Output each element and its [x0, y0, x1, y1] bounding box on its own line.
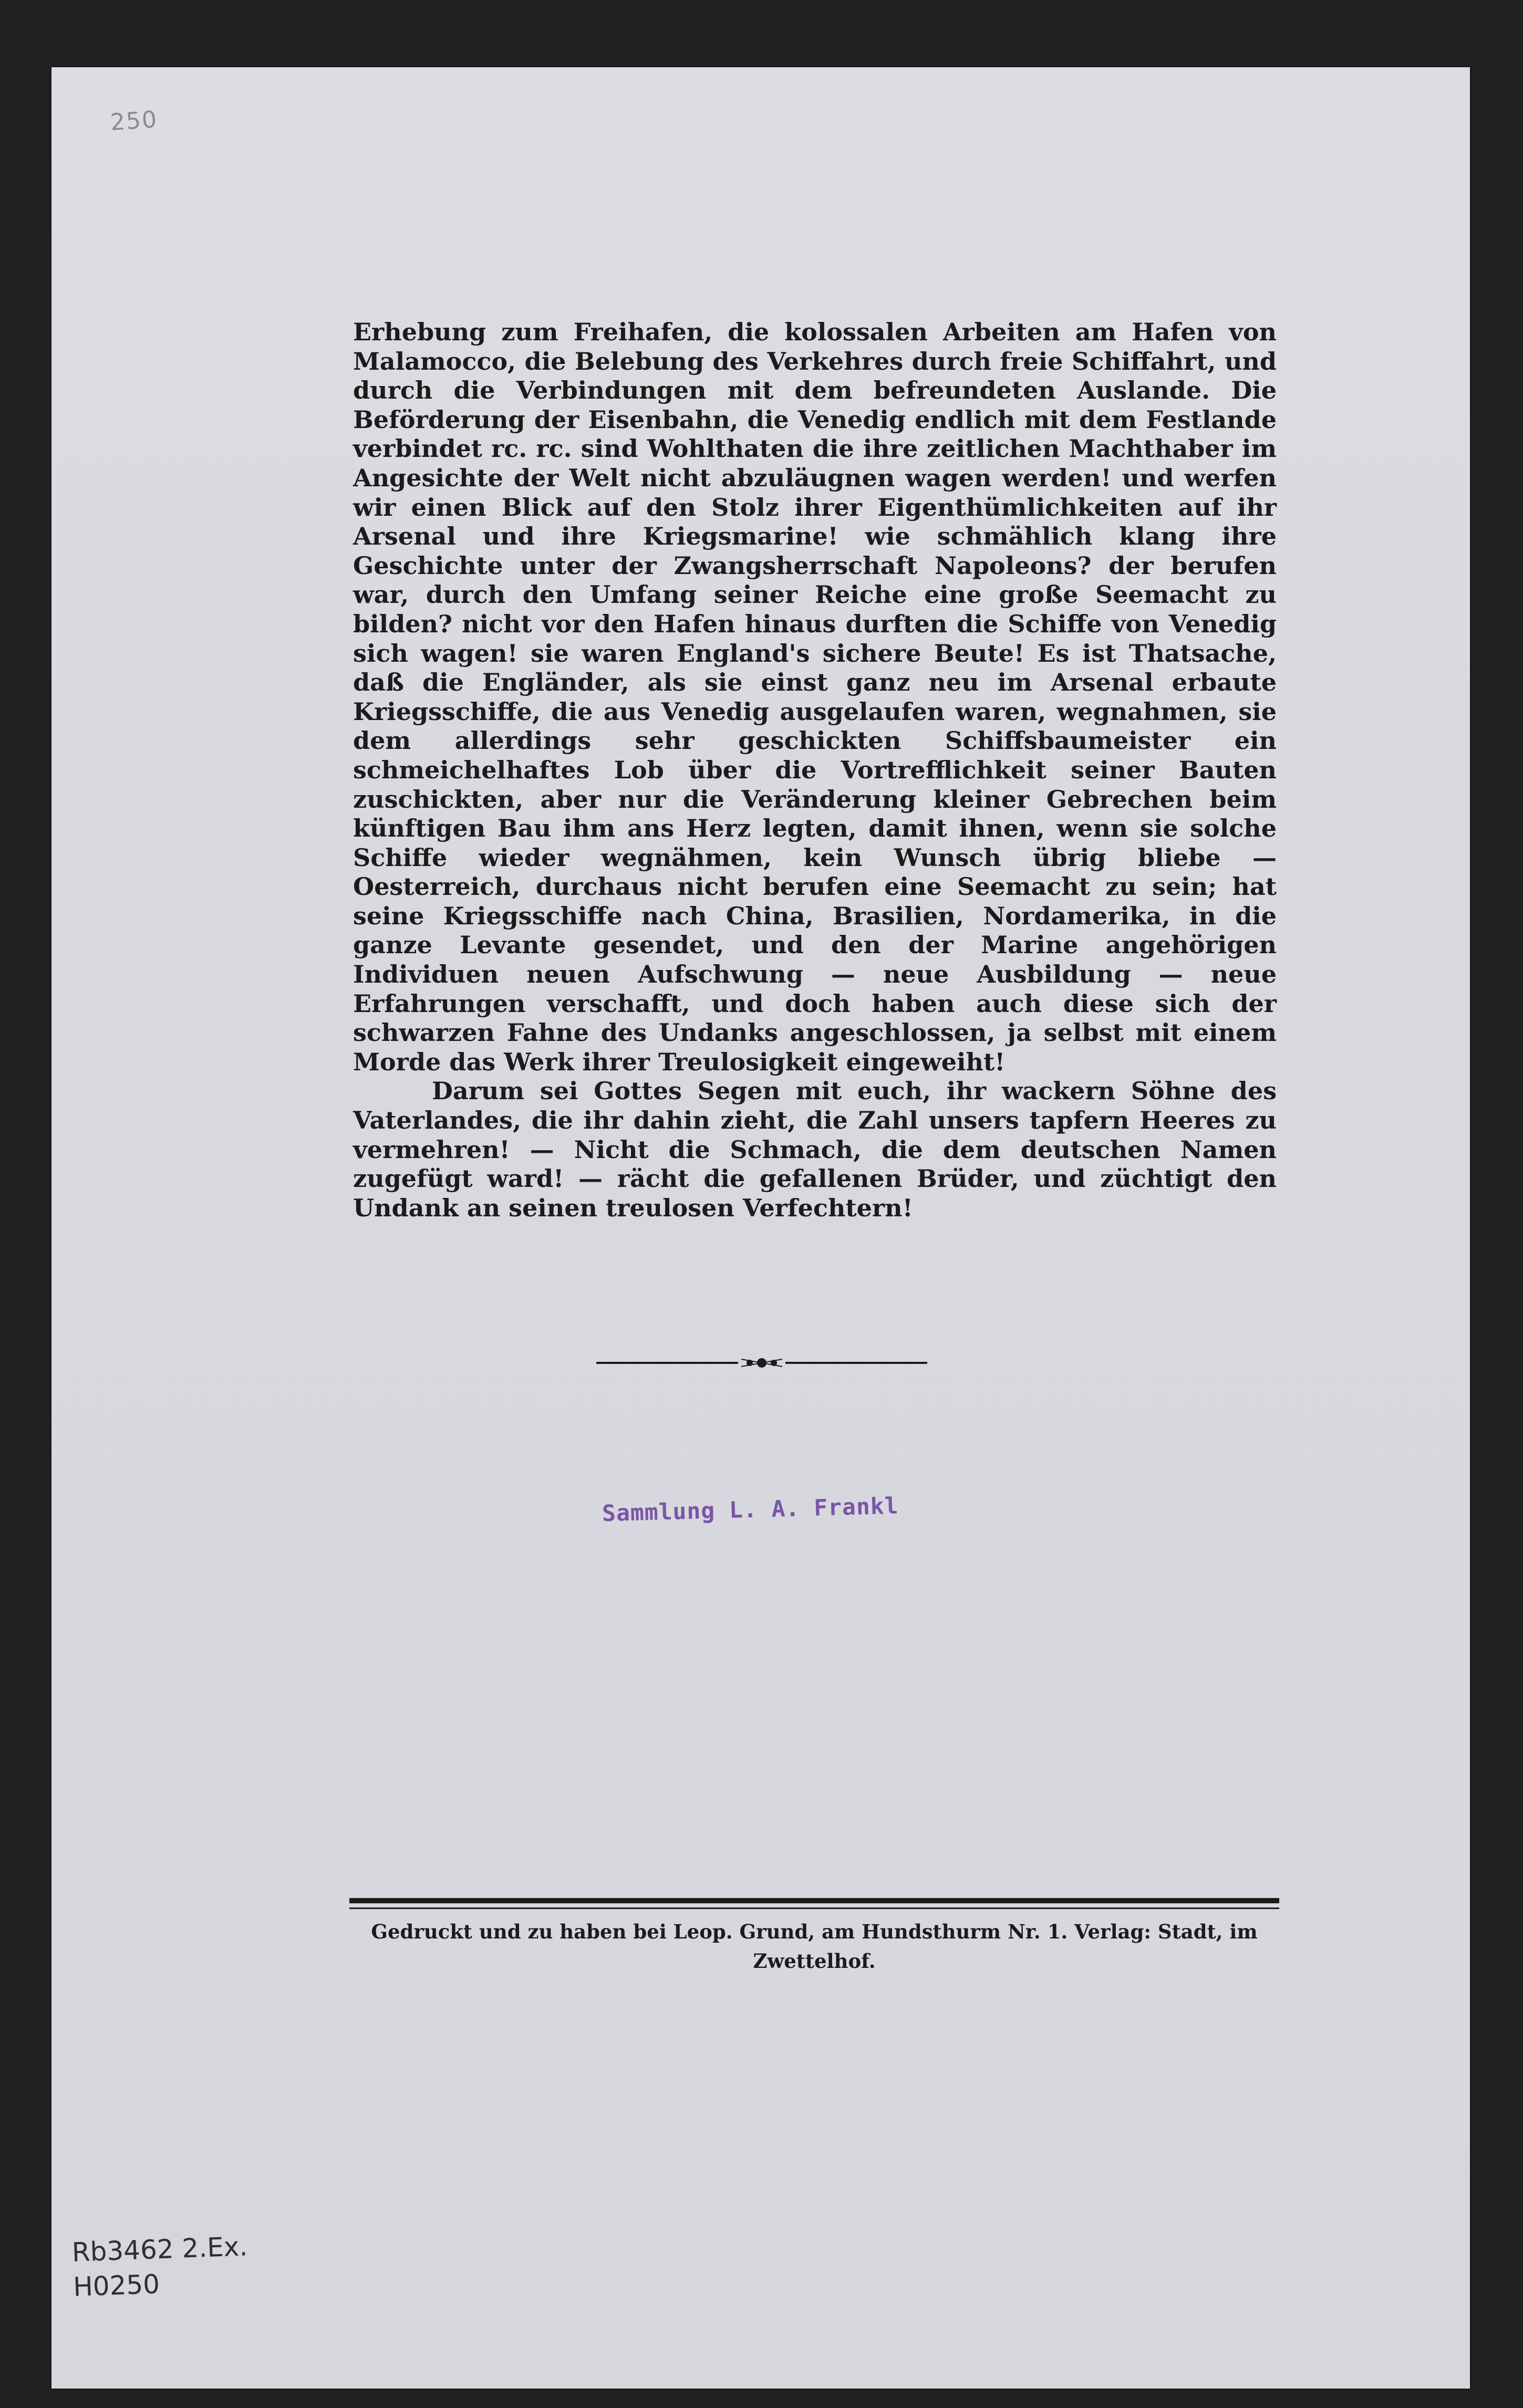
paragraph-2: Darum sei Gottes Segen mit euch, ihr wackern Söhne des Vaterlandes, die ihr dahin zieht, die Zahl unsers tapfern Heeres zu vermehren! — Nicht die Schmach, die dem deutschen Namen zugefügt ward! — rächt die gefallenen Brüder, und züchtigt den Undank an seinen treulosen Verfechtern!	[353, 1077, 1277, 1222]
footer-rule-thick	[349, 1898, 1279, 1903]
printer-imprint: Gedruckt und zu haben bei Leop. Grund, am Hundsthurm Nr. 1. Verlag: Stadt, im Zwettelhof.	[371, 1920, 1258, 1973]
body-text	[353, 318, 1277, 1223]
decorative-rule-ornament	[596, 1355, 927, 1371]
footer-rule-thin	[349, 1907, 1279, 1909]
collection-stamp: Sammlung L. A. Frankl	[602, 1493, 899, 1527]
archive-number-pencil: 250	[109, 106, 159, 137]
shelfmark-line-2: H0250	[72, 2269, 161, 2302]
shelfmark-line-1: Rb3462 2.Ex.	[71, 2231, 248, 2268]
shelfmark-handwritten	[71, 2229, 250, 2305]
paragraph-1: Erhebung zum Freihafen, die kolossalen Arbeiten am Hafen von Malamocco, die Belebung des Verkehres durch freie Schiffahrt, und durch die Verbindungen mit dem befreundeten Auslande. Die Beförderung der Eisenbahn, die Venedig endlich mit dem Festlande verbindet rc. rc. sind Wohlthaten die ihre zeitlichen Machthaber im Angesichte der Welt nicht abzuläugnen wagen werden! und werfen wir einen Blick auf den Stolz ihrer Eigenthümlichkeiten auf ihr Arsenal und ihre Kriegsmarine! wie schmählich klang ihre Geschichte unter der Zwangsherrschaft Napoleons? der berufen war, durch den Umfang seiner Reiche eine große Seemacht zu bilden? nicht vor den Hafen hinaus durften die Schiffe von Venedig sich wagen! sie waren England's sichere Beute! Es ist Thatsache, daß die Engländer, als sie einst ganz neu im Arsenal erbaute Kriegsschiffe, die aus Venedig ausgelaufen waren, wegnahmen, sie dem allerdings sehr geschickten Schiffsbaumeister ein schmeichelhaftes Lob über die Vortrefflichkeit seiner Bauten zuschickten, aber nur die Veränderung kleiner Gebrechen beim künftigen Bau ihm ans Herz legten, damit ihnen, wenn sie solche Schiffe wieder wegnähmen, kein Wunsch übrig bliebe — Oesterreich, durchaus nicht berufen eine Seemacht zu sein; hat seine Kriegsschiffe nach China, Brasilien, Nordamerika, in die ganze Levante gesendet, und den der Marine angehörigen Individuen neuen Aufschwung — neue Ausbildung — neue Erfahrungen verschafft, und doch haben auch diese sich der schwarzen Fahne des Undanks angeschlossen, ja selbst mit einem Morde das Werk ihrer Treulosigkeit eingeweiht!	[353, 318, 1277, 1076]
